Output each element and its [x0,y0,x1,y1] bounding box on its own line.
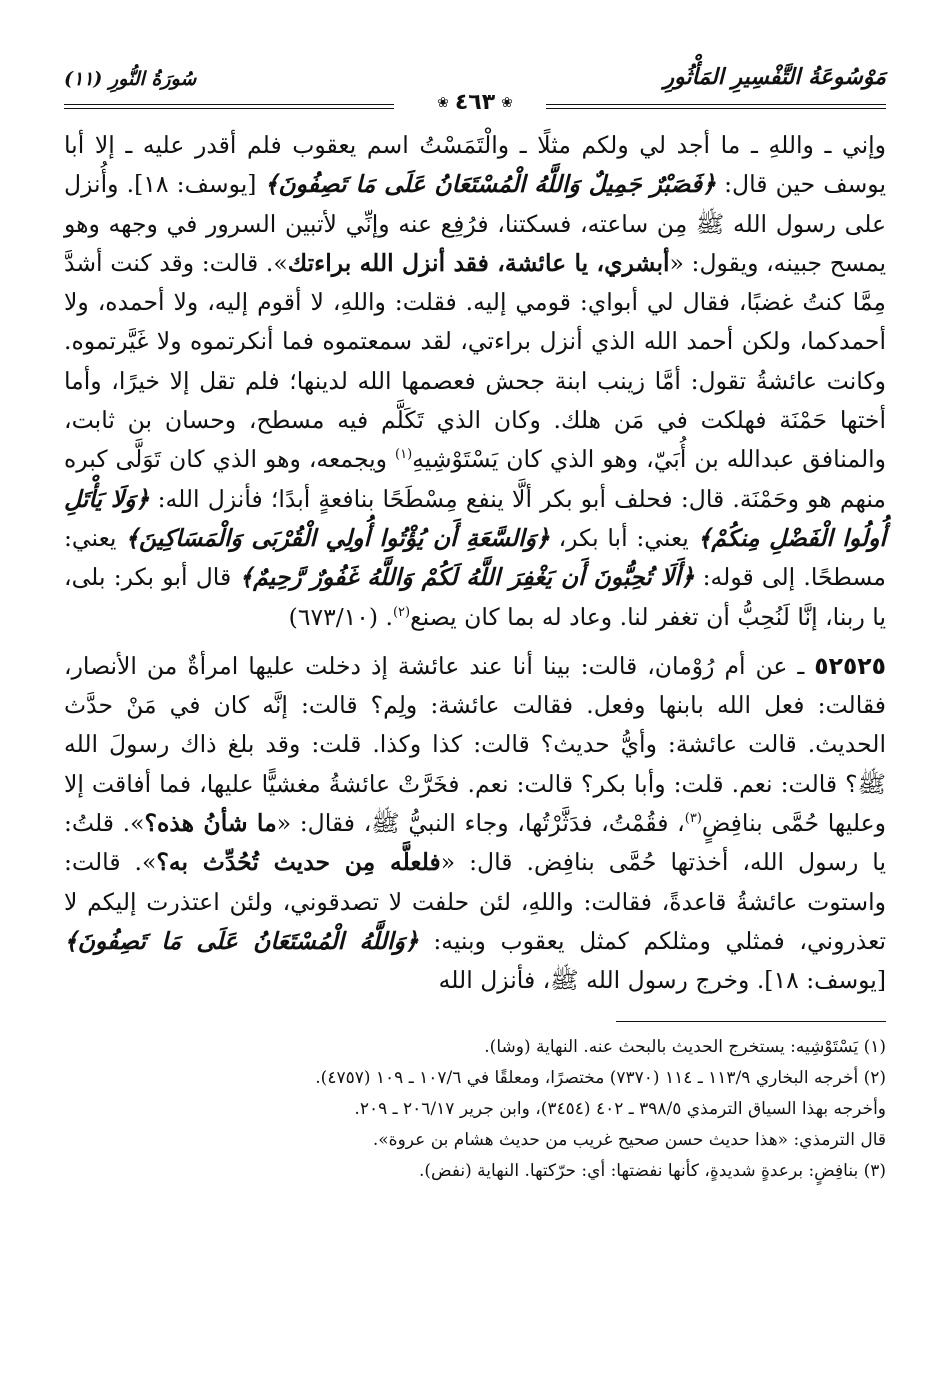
main-text [64,126,886,1001]
text-run: يعني: مسطحًا. إلى قوله: [64,523,886,592]
text-run: قال أبو بكر: بلى، يا ربنا، إنَّا لَنُحِبُّ أن تغفر لنا. وعاد له بما كان يصنع [64,563,886,631]
text-run: ويجمعه، وهو الذي كان تَوَلَّى كبره منهم هو وحَمْنَة. قال: فحلف أبو بكر ألَّا ينفع مِسْطَحًا بنافعةٍ أبدًا؛ فأنزل الله: [64,445,886,513]
prophet-quote: ما شأنُ هذه؟ [144,809,277,838]
quran-verse: ﴿أَلَا تُحِبُّونَ أَن يَغْفِرَ اللَّهُ لَكُمْ وَاللَّهُ غَفُورٌ رَّحِيمٌ﴾ [239,563,695,592]
text-run: ». قلتُ: يا رسول الله، أخذتها حُمَّى بنافِض. قال: « [64,809,886,877]
book-title: مَوْسُوعَةُ التَّفْسِيرِ المَأْثُورِ [663,64,886,90]
footnote-ref[interactable]: (١) [395,447,413,463]
book-page [64,60,886,1340]
footnote-ref[interactable]: (٢) [392,604,411,620]
footnote-2: (٢) أخرجه البخاري ١١٣/٩ ـ ١١٤ (٧٣٧٠) مختصرًا، ومعلقًا في ١٠٧/٦ ـ ١٠٩ (٤٧٥٧). [315,1067,886,1088]
page-header [64,60,886,115]
text-run: ، فقُمْتُ، فدَثَّرْتُها، وجاء النبيُّ ﷺ، فقال: « [276,809,685,838]
prophet-quote: أبشري، يا عائشة، فقد أنزل الله براءتك [287,248,670,277]
page-number: ٤٦٣ [454,90,496,115]
paragraph-hadith [64,647,886,1001]
footnotes [64,1032,886,1187]
ornament-icon: ❀ [501,94,513,111]
header-rule [64,90,886,115]
quran-verse: ﴿وَالسَّعَةِ أَن يُؤْتُوا أُولِي الْقُرْبَى وَالْمَسَاكِينَ﴾ [125,523,550,552]
prophet-quote: فلعلَّه مِن حديث تُحُدِّث به؟ [156,848,441,877]
text-run: ». قالت: واستوت عائشةُ قاعدةً، فقالت: واللهِ، لئن حلفت لا تصدقوني، ولئن اعتذرت إليكم لا تعذروني، فمثلي ومثلكم كمثل يعقوب وبنيه: [64,848,886,955]
footnote-3: (٣) بنافِضٍ: برعدةٍ شديدةٍ، كأنها نفضتها: أي: حرّكتها. النهاية (نفض). [418,1160,886,1181]
text-run: ـ عن أم رُوْمان، قالت: بينا أنا عند عائشة إذ دخلت عليها امرأةٌ من الأنصار، فقالت: فعل الله بابنها وفعل. فقالت عائشة: ولِم؟ قالت: إنَّه كان في مَنْ حدَّث الحديث. قالت عائشة: وأيُّ حديث؟ قالت: كذا وكذا. قلت: وقد بلغ ذاك رسولَ الله ﷺ؟ قالت: نعم. قلت: وأبا بكر؟ قالت: نعم. فخَرَّتْ عائشةُ مغشيًّا عليها، فما أفاقت إلا وعليها حُمَّى بنافِضٍ [64,651,886,838]
footnote-2-note: قال الترمذي: «هذا حديث حسن صحيح غريب من حديث هشام بن عروة». [372,1129,886,1150]
quran-verse: ﴿وَلَا يَأْتَلِ أُولُوا الْفَضْلِ مِنكُمْ﴾ [64,484,887,552]
header-rule-right [546,104,886,105]
text-run: وإني ـ واللهِ ـ ما أجد لي ولكم مثلًا ـ والْتَمَسْتُ اسم يعقوب فلم أقدر عليه ـ إلا أبا يوسف حين قال: [64,131,886,199]
surah-title: سُورَةُ النُّورِ (١١) [64,68,197,90]
text-run: . (٦٧٣/١٠) [288,602,393,631]
page-number-box [437,90,513,115]
hadith-number: ٥٢٥٢٥ [814,651,886,680]
quran-verse: ﴿وَاللَّهُ الْمُسْتَعَانُ عَلَى مَا تَصِفُونَ﴾ [64,926,419,955]
paragraph-continuation [64,126,886,637]
quran-verse: ﴿فَصَبْرٌ جَمِيلٌ وَاللَّهُ الْمُسْتَعَانُ عَلَى مَا تَصِفُونَ﴾ [264,170,716,199]
footnote-ref[interactable]: (٣) [684,811,702,827]
text-run: ». قالت: وقد كنت أشدَّ مِمَّا كنتُ غضبًا، فقال لي أبواي: قومي إليه. فقلت: واللهِ، لا أقوم إليه، ولا أحمده، ولا أحمدكما، ولكن أحمد الله الذي أنزل براءتي، لقد سمعتموه فما أنكرتموه ولا غَيَّرتموه. وكانت عائشةُ تقول: أمَّا زينب ابنة جحش فعصمها الله لدينها؛ فلم تقل إلا خيرًا، وأما أختها حَمْنَة فهلكت في مَن هلك. وكان الذي تَكَلَّم فيه مسطح، وحسان بن ثابت، والمنافق عبدالله بن أُبَيّ، وهو الذي كان يَسْتَوْشِيهِ [64,248,886,474]
text-run: يعني: أبا بكر، [549,523,698,552]
footnote-2-cont: وأخرجه بهذا السياق الترمذي ٣٩٨/٥ ـ ٤٠٢ (٣٤٥٤)، وابن جرير ٢٠٦/١٧ ـ ٢٠٩. [354,1098,886,1119]
footnote-1: (١) يَسْتَوْشِيه: يستخرج الحديث بالبحث عنه. النهاية (وشا). [484,1036,886,1057]
header-rule-left [64,104,394,105]
footnote-separator [616,1021,886,1022]
text-run: [يوسف: ١٨]. وأُنزل على رسول الله ﷺ مِن ساعته، فسكتنا، فرُفِع عنه وإنِّي لأتبين السرور في وجهه وهو يمسح جبينه، ويقول: « [64,170,886,277]
text-run: [يوسف: ١٨]. وخرج رسول الله ﷺ، فأنزل الله [438,966,886,995]
ornament-icon: ❀ [437,94,449,111]
